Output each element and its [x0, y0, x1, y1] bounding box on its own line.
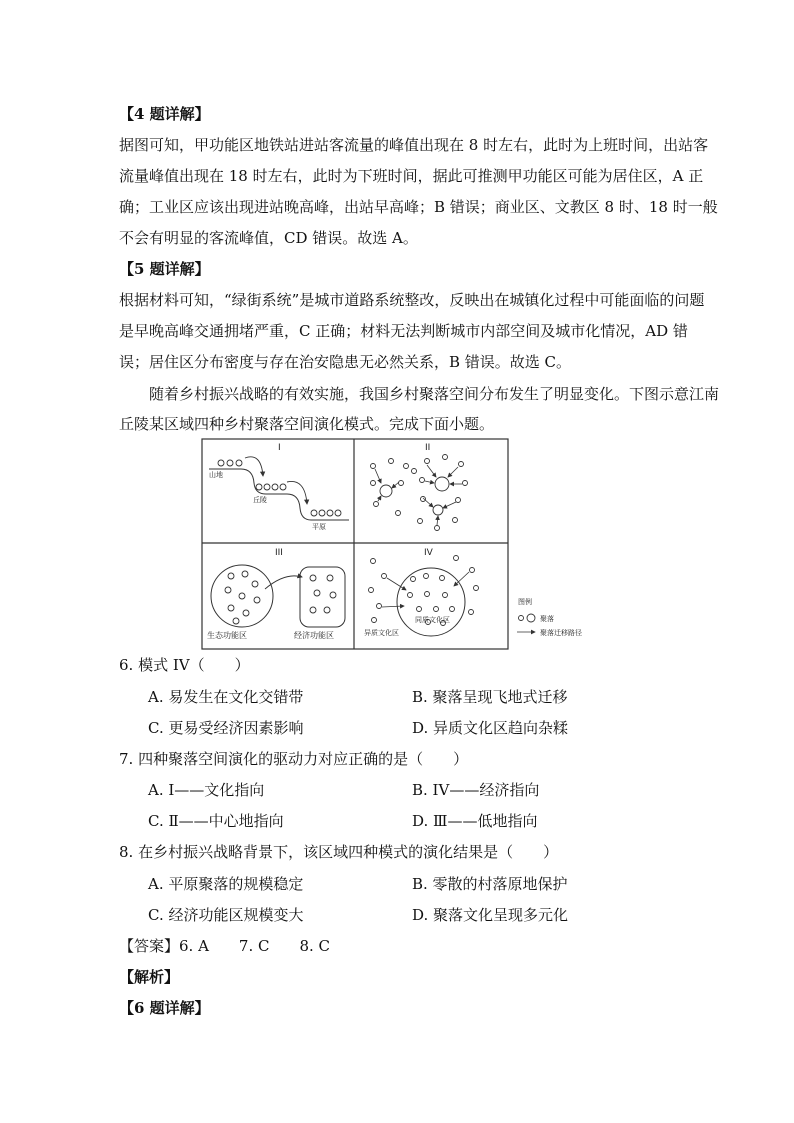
terrain-profile: [209, 469, 349, 520]
paragraph-line: 确；工业区应该出现进站晚高峰，出站早高峰；B 错误；商业区、文教区 8 时、18 时一般: [119, 198, 718, 216]
hill-label: 丘陵: [253, 496, 267, 504]
question-6-option-c[interactable]: C. 更易受经济因素影响: [148, 719, 304, 737]
paragraph-line: 流量峰值出现在 18 时左右，此时为下班时间，据此可推测甲功能区可能为居住区，A 正: [119, 167, 704, 185]
homogeneous-zone: [397, 568, 465, 636]
question-6-option-b[interactable]: B. 聚落呈现飞地式迁移: [412, 688, 568, 706]
legend-migration-path: [517, 628, 582, 637]
paragraph-line: 误；居住区分布密度与存在治安隐患无必然关系，B 错误。故选 C。: [119, 353, 572, 371]
analysis-heading: 【解析】: [119, 968, 180, 986]
panel-iv-arrows: [382, 572, 469, 607]
econ-zone: [300, 567, 345, 627]
question-8-option-c[interactable]: C. 经济功能区规模变大: [148, 906, 304, 924]
paragraph-line: 不会有明显的客流峰值，CD 错误。故选 A。: [119, 229, 418, 247]
svg-text:聚落: 聚落: [540, 615, 554, 623]
question-6-option-d[interactable]: D. 异质文化区趋向杂糅: [412, 719, 569, 737]
paragraph-line: 据图可知，甲功能区地铁站进站客流量的峰值出现在 8 时左右，此时为上班时间，出站客: [119, 136, 709, 154]
panel-label-iii: III: [275, 548, 283, 558]
svg-text:聚落迁移路径: 聚落迁移路径: [540, 629, 582, 637]
intro-line: 丘陵某区域四种乡村聚落空间演化模式。完成下面小题。: [119, 415, 495, 433]
question-6-option-a[interactable]: A. 易发生在文化交错带: [148, 688, 304, 706]
panel-ii-arrows: [375, 465, 462, 525]
question-8-option-b[interactable]: B. 零散的村落原地保护: [412, 875, 568, 893]
panel-label-iv: IV: [424, 548, 433, 558]
question-6-stem: 6. 模式 IV（ ）: [119, 656, 250, 674]
question-7-option-d[interactable]: D. Ⅲ——低地指向: [412, 812, 538, 830]
question-8-option-a[interactable]: A. 平原聚落的规模稳定: [148, 875, 304, 893]
legend-settlement: [519, 614, 555, 623]
panel-label-i: I: [278, 443, 281, 453]
question-7-option-c[interactable]: C. Ⅱ——中心地指向: [148, 812, 284, 830]
question-8-stem: 8. 在乡村振兴战略背景下，该区域四种模式的演化结果是（ ）: [119, 843, 559, 861]
q5-detail-heading: 【5 题详解】: [119, 260, 210, 278]
paragraph-line: 根据材料可知，“绿街系统”是城市道路系统整改，反映出在城镇化过程中可能面临的问题: [119, 291, 705, 309]
legend-title: 图例: [518, 598, 532, 606]
eco-zone-label: 生态功能区: [207, 631, 247, 640]
question-7-stem: 7. 四种聚落空间演化的驱动力对应正确的是（ ）: [119, 750, 469, 768]
settlement-evolution-figure: [201, 438, 599, 650]
panel-ii-settlements: [371, 455, 468, 531]
answer-line: 【答案】6. A 7. C 8. C: [119, 937, 331, 955]
intro-line: 随着乡村振兴战略的有效实施，我国乡村聚落空间分布发生了明显变化。下图示意江南: [119, 385, 720, 403]
panel-label-ii: II: [425, 443, 431, 453]
question-7-option-b[interactable]: B. IV——经济指向: [412, 781, 540, 799]
plain-label: 平原: [312, 523, 326, 531]
homogeneous-zone-label: 同质文化区: [415, 616, 450, 624]
migration-arrow: [287, 481, 307, 504]
migration-arrow: [265, 576, 302, 589]
heterogeneous-zone-label: 异质文化区: [364, 629, 399, 637]
q6-detail-heading: 【6 题详解】: [119, 999, 210, 1017]
panel-i-settlements: [218, 460, 341, 516]
q4-detail-heading: 【4 题详解】: [119, 105, 210, 123]
mountain-label: 山地: [209, 471, 223, 479]
paragraph-line: 是早晚高峰交通拥堵严重，C 正确；材料无法判断城市内部空间及城市化情况，AD 错: [119, 322, 688, 340]
migration-arrow: [245, 457, 263, 476]
question-8-option-d[interactable]: D. 聚落文化呈现多元化: [412, 906, 569, 924]
question-7-option-a[interactable]: A. I——文化指向: [148, 781, 265, 799]
econ-zone-label: 经济功能区: [294, 631, 334, 640]
